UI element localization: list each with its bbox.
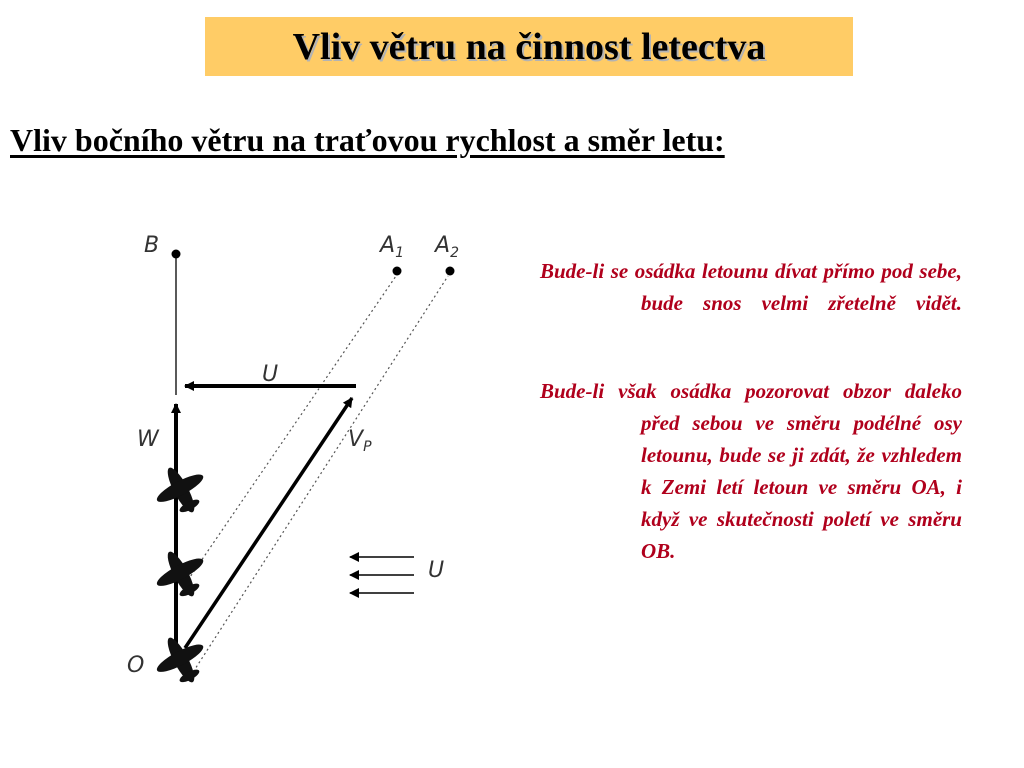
title-banner: [205, 17, 853, 76]
crosswind-vector-diagram: [120, 222, 480, 702]
explanation-paragraph-1: Bude-li se osádka letounu dívat přímo pod sebe, bude snos velmi zřetelně vidět.: [540, 259, 962, 315]
label-u-wind: U: [428, 558, 445, 583]
section-heading: Vliv bočního větru na traťovou rychlost a směr letu:: [10, 122, 725, 158]
guide-line-a2: [188, 276, 448, 680]
aircraft-icon-middle: [154, 549, 206, 600]
label-a2: $A_2$: [435, 233, 459, 261]
page-title: Vliv větru na činnost letectva: [292, 25, 766, 68]
label-o: O: [127, 653, 145, 678]
guide-line-a1: [188, 276, 396, 580]
point-a1: [393, 267, 402, 276]
explanation-paragraph-2: Bude-li však osádka pozorovat obzor daleko před sebou ve směru podélné osy letounu, bude se ji zdát, že vzhledem k Zemi letí letoun ve směru OA, i když ve skutečnosti poletí ve směru OB.: [540, 379, 962, 563]
aircraft-icon-bottom: [154, 635, 206, 686]
label-u-top: U: [262, 362, 279, 387]
aircraft-icon-top: [154, 465, 206, 516]
point-a2: [446, 267, 455, 276]
vector-vp: [185, 398, 352, 648]
label-vp: $V_P$: [348, 427, 372, 455]
label-a1: $A_1$: [380, 233, 404, 261]
label-b: B: [144, 233, 160, 258]
label-w: W: [137, 427, 159, 452]
point-b: [172, 250, 181, 259]
